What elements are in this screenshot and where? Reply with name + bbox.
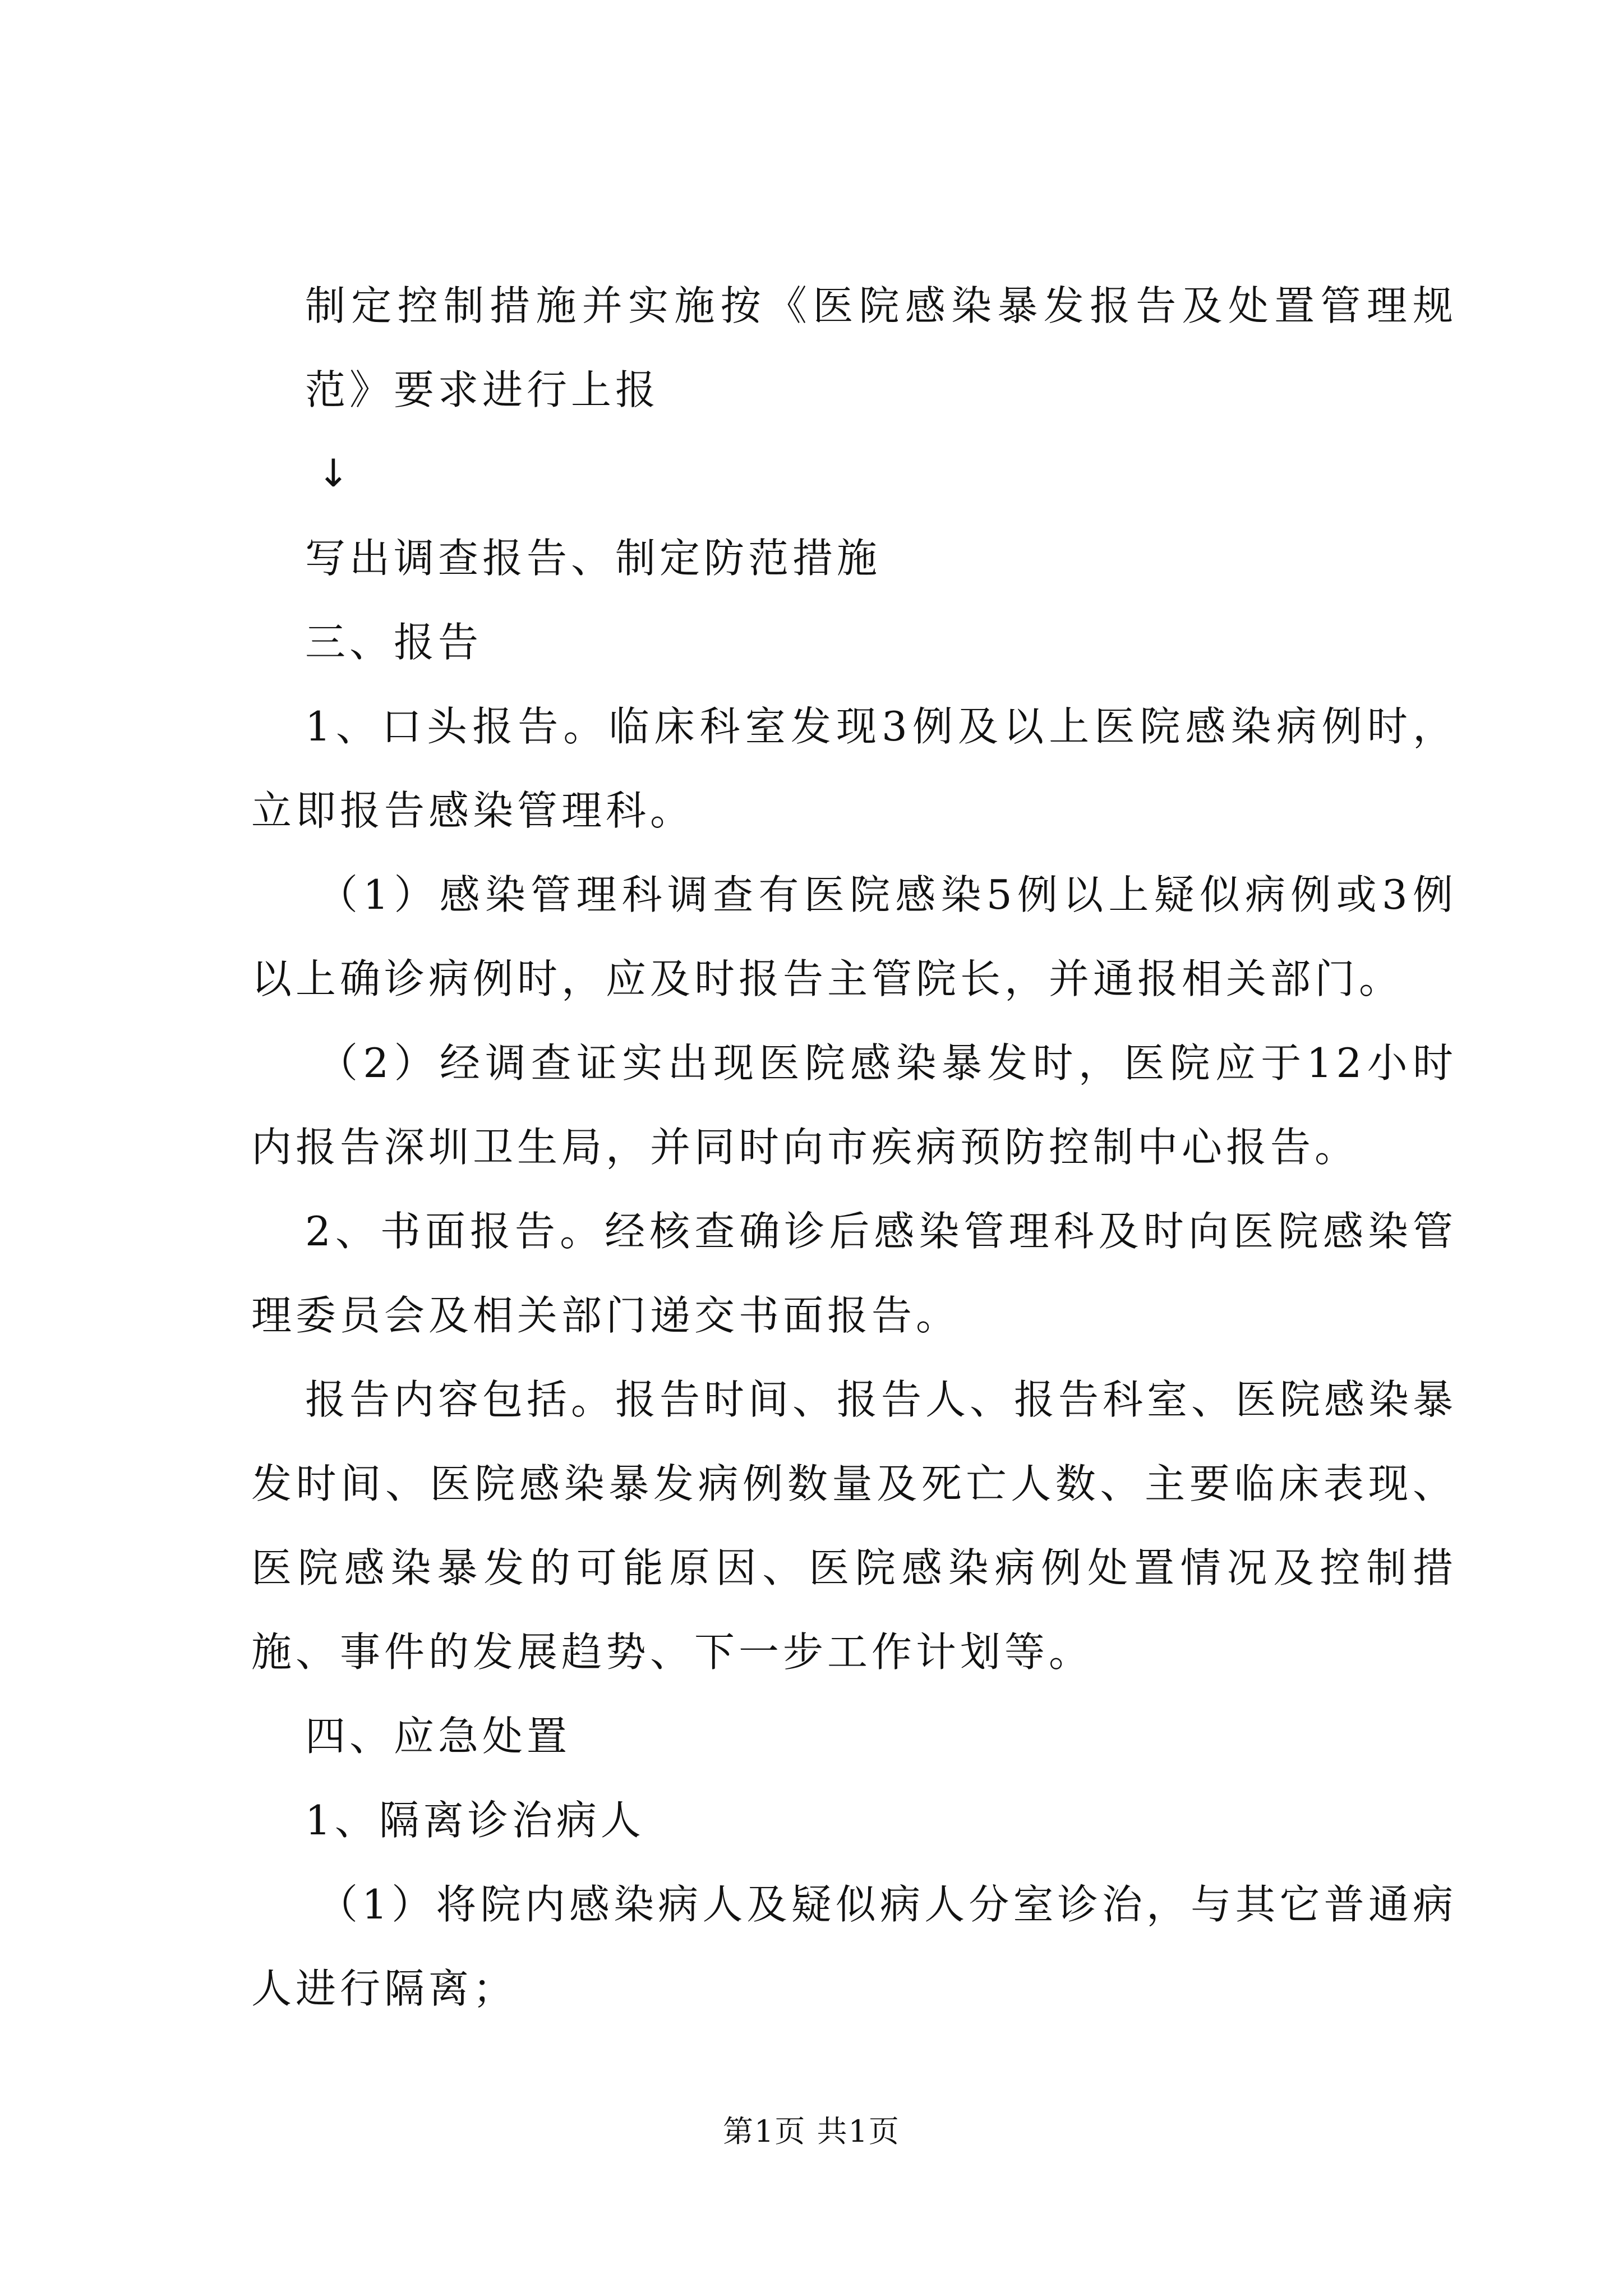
paragraph-oral-report: 1、口头报告。临床科室发现3例及以上医院感染病例时，立即报告感染管理科。 <box>251 703 1457 834</box>
paragraph-oral-report-item-2: （2）经调查证实出现医院感染暴发时，医院应于12小时内报告深圳卫生局，并同时向市疾病预防控制中心报告。 <box>251 1039 1457 1171</box>
paragraph-report-contents: 报告内容包括。报告时间、报告人、报告科室、医院感染暴发时间、医院感染暴发病例数量及死亡人数、主要临床表现、医院感染暴发的可能原因、医院感染病例处置情况及控制措施、事件的发展趋势、下一步工作计划等。 <box>251 1376 1458 1676</box>
paragraph-investigation-report: 写出调查报告、制定防范措施 <box>305 535 882 582</box>
section-heading-report: 三、报告 <box>305 619 483 666</box>
paragraph-written-report: 2、书面报告。经核查确诊后感染管理科及时向医院感染管理委员会及相关部门递交书面报告。 <box>251 1208 1457 1339</box>
paragraph-control-measures: 制定控制措施并实施按《医院感染暴发报告及处置管理规范》要求进行上报 <box>305 282 1457 413</box>
down-arrow-icon: ↓ <box>317 452 353 496</box>
document-body <box>251 264 1457 2031</box>
page-footer: 第1页 共1页 <box>723 2114 900 2149</box>
section-heading-emergency: 四、应急处置 <box>305 1713 571 1760</box>
paragraph-isolation-item-1: （1）将院内感染病人及疑似病人分室诊治，与其它普通病人进行隔离； <box>251 1881 1457 2012</box>
paragraph-oral-report-item-1: （1）感染管理科调查有医院感染5例以上疑似病例或3例以上确诊病例时，应及时报告主管院长，并通报相关部门。 <box>251 871 1457 1002</box>
paragraph-isolation-heading: 1、隔离诊治病人 <box>305 1797 645 1844</box>
